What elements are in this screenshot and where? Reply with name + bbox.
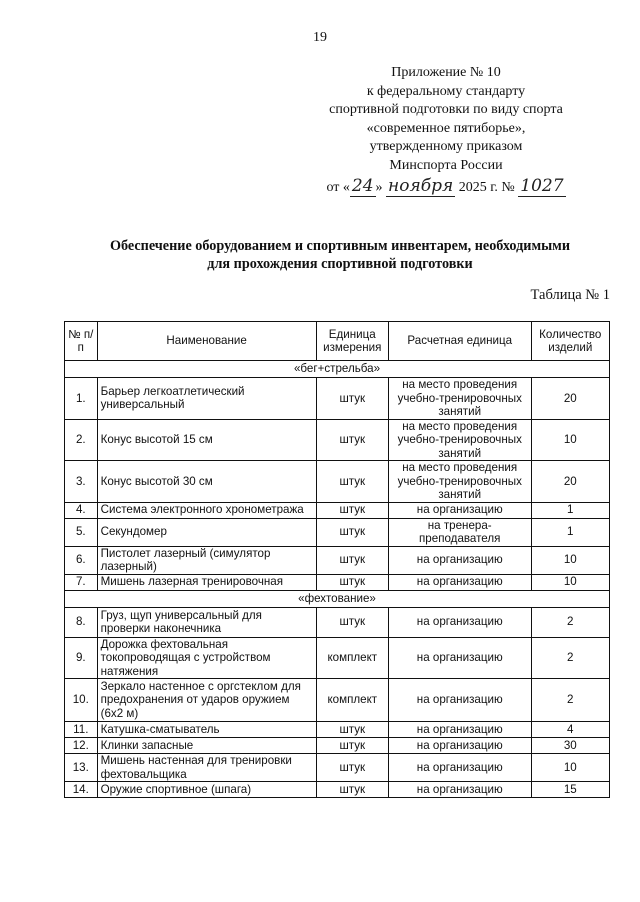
cell-num: 5.	[65, 518, 98, 546]
cell-qty: 20	[531, 461, 609, 503]
cell-unit: штук	[316, 754, 388, 782]
cell-name: Пистолет лазерный (симулятор лазерный)	[97, 546, 316, 574]
header-name: Наименование	[97, 322, 316, 361]
appendix-line: утвержденному приказом	[369, 139, 523, 154]
cell-calc: на место проведения учебно-тренировочных занятий	[388, 419, 531, 461]
cell-num: 6.	[65, 546, 98, 574]
cell-calc: на место проведения учебно-тренировочных занятий	[388, 461, 531, 503]
cell-unit: комплект	[316, 637, 388, 679]
cell-unit: штук	[316, 546, 388, 574]
cell-qty: 1	[531, 502, 609, 518]
cell-calc: на организацию	[388, 722, 531, 738]
cell-unit: штук	[316, 782, 388, 798]
table-row	[65, 546, 610, 574]
cell-qty: 10	[531, 546, 609, 574]
cell-qty: 10	[531, 574, 609, 590]
cell-calc: на организацию	[388, 607, 531, 637]
cell-num: 1.	[65, 378, 98, 420]
table-row	[65, 461, 610, 503]
appendix-line: Минспорта России	[389, 157, 503, 173]
table-row	[65, 607, 610, 637]
table-row	[65, 679, 610, 722]
cell-num: 4.	[65, 502, 98, 518]
date-mid: »	[375, 180, 383, 195]
table-row	[65, 738, 610, 754]
appendix-line: спортивной подготовки по виду спорта	[329, 102, 563, 117]
cell-name: Клинки запасные	[97, 738, 316, 754]
cell-name: Оружие спортивное (шпага)	[97, 782, 316, 798]
cell-qty: 15	[531, 782, 609, 798]
cell-num: 11.	[65, 722, 98, 738]
cell-unit: штук	[316, 461, 388, 503]
cell-calc: на организацию	[388, 546, 531, 574]
cell-name: Конус высотой 30 см	[97, 461, 316, 503]
table-header-row	[65, 322, 610, 361]
table-row	[65, 502, 610, 518]
cell-calc: на организацию	[388, 574, 531, 590]
table-row	[65, 378, 610, 420]
cell-num: 9.	[65, 637, 98, 679]
table-row	[65, 782, 610, 798]
cell-calc: на организацию	[388, 754, 531, 782]
cell-unit: штук	[316, 502, 388, 518]
table-row	[65, 419, 610, 461]
cell-name: Барьер легкоатлетический универсальный	[97, 378, 316, 420]
table-row	[65, 637, 610, 679]
cell-unit: штук	[316, 419, 388, 461]
cell-name: Катушка-сматыватель	[97, 722, 316, 738]
title-line: для прохождения спортивной подготовки	[207, 256, 473, 272]
table-row	[65, 518, 610, 546]
document-title	[40, 237, 640, 273]
cell-qty: 4	[531, 722, 609, 738]
cell-unit: штук	[316, 378, 388, 420]
date-prefix: от «	[326, 180, 350, 195]
cell-name: Система электронного хронометража	[97, 502, 316, 518]
cell-num: 2.	[65, 419, 98, 461]
table-row	[65, 754, 610, 782]
cell-unit: комплект	[316, 679, 388, 722]
cell-num: 7.	[65, 574, 98, 590]
cell-calc: на организацию	[388, 782, 531, 798]
order-number: 1027	[520, 176, 564, 196]
cell-unit: штук	[316, 518, 388, 546]
cell-qty: 30	[531, 738, 609, 754]
cell-qty: 10	[531, 754, 609, 782]
cell-name: Секундомер	[97, 518, 316, 546]
cell-calc: на организацию	[388, 502, 531, 518]
cell-num: 10.	[65, 679, 98, 722]
table-body	[65, 361, 610, 798]
table-row	[65, 574, 610, 590]
cell-unit: штук	[316, 607, 388, 637]
date-month: ноября	[388, 176, 454, 196]
cell-name: Мишень лазерная тренировочная	[97, 574, 316, 590]
cell-calc: на место проведения учебно-тренировочных занятий	[388, 378, 531, 420]
cell-name: Конус высотой 15 см	[97, 419, 316, 461]
section-row	[65, 361, 610, 378]
date-year: 2025 г. №	[458, 180, 515, 195]
equipment-table	[64, 321, 610, 798]
cell-unit: штук	[316, 574, 388, 590]
cell-qty: 20	[531, 378, 609, 420]
cell-qty: 10	[531, 419, 609, 461]
cell-qty: 2	[531, 637, 609, 679]
order-date-line	[316, 177, 576, 198]
date-day: 24	[351, 176, 374, 196]
table-row	[65, 722, 610, 738]
table-caption: Таблица № 1	[530, 287, 610, 303]
header-num: № п/п	[65, 322, 98, 361]
page-number: 19	[313, 30, 327, 45]
section-title: «фехтование»	[65, 590, 610, 607]
cell-calc: на тренера-преподавателя	[388, 518, 531, 546]
cell-qty: 1	[531, 518, 609, 546]
cell-name: Дорожка фехтовальная токопроводящая с устройством натяжения	[97, 637, 316, 679]
section-title: «бег+стрельба»	[65, 361, 610, 378]
cell-qty: 2	[531, 679, 609, 722]
appendix-block	[316, 64, 576, 198]
cell-name: Мишень настенная для тренировки фехтовальщика	[97, 754, 316, 782]
cell-num: 14.	[65, 782, 98, 798]
header-qty: Количество изделий	[531, 322, 609, 361]
cell-unit: штук	[316, 722, 388, 738]
cell-num: 3.	[65, 461, 98, 503]
cell-calc: на организацию	[388, 637, 531, 679]
header-calc: Расчетная единица	[388, 322, 531, 361]
cell-calc: на организацию	[388, 679, 531, 722]
appendix-line: «современное пятиборье»,	[366, 120, 526, 136]
cell-calc: на организацию	[388, 738, 531, 754]
appendix-line: к федеральному стандарту	[366, 83, 526, 99]
header-unit: Единица измерения	[316, 322, 388, 361]
cell-name: Зеркало настенное с оргстеклом для предохранения от ударов оружием (6х2 м)	[97, 679, 316, 722]
cell-num: 13.	[65, 754, 98, 782]
appendix-line: Приложение № 10	[391, 65, 501, 80]
section-row	[65, 590, 610, 607]
title-line: Обеспечение оборудованием и спортивным инвентарем, необходимыми	[109, 238, 571, 254]
cell-num: 12.	[65, 738, 98, 754]
cell-name: Груз, щуп универсальный для проверки наконечника	[97, 607, 316, 637]
cell-qty: 2	[531, 607, 609, 637]
cell-num: 8.	[65, 607, 98, 637]
cell-unit: штук	[316, 738, 388, 754]
